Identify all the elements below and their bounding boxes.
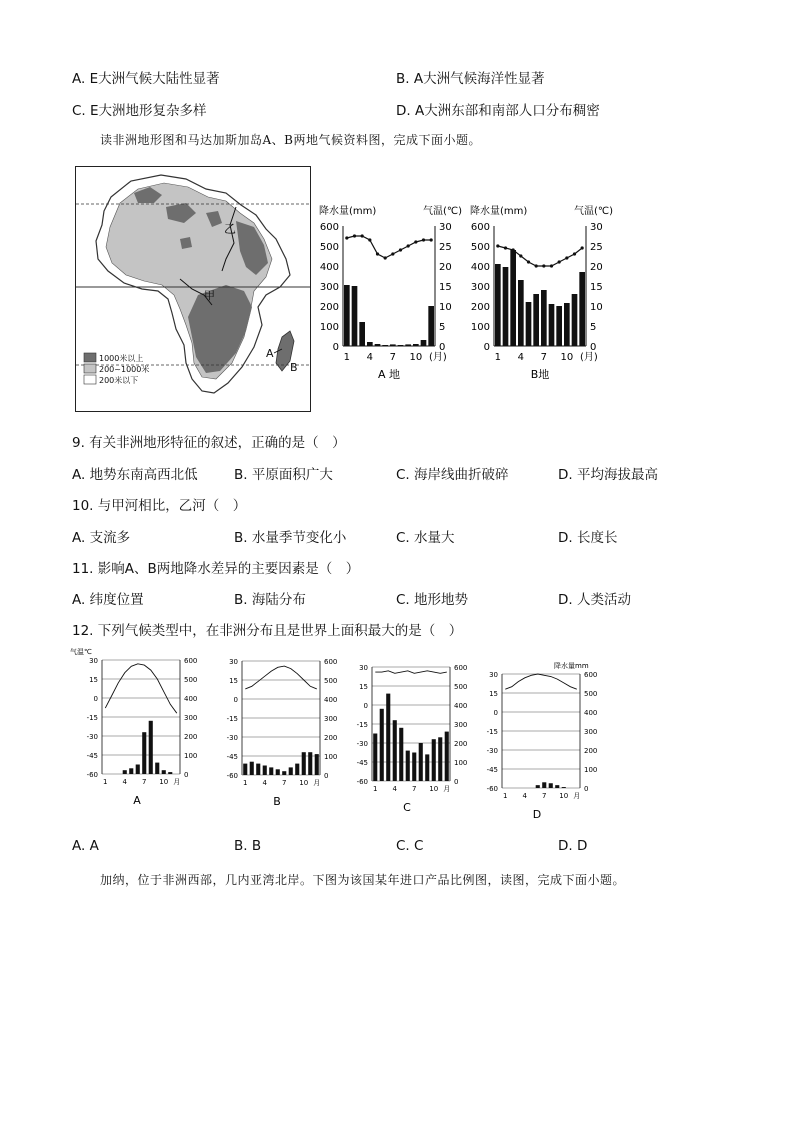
left-tick-label: 0 [93,695,98,703]
left-tick-label: 100 [319,322,339,333]
chart-caption: A [133,794,141,807]
q11-option-d[interactable]: D. 人类活动 [558,592,631,608]
q12-option-b[interactable]: B. B [234,838,262,854]
right-tick-label: 30 [590,222,603,233]
left-tick-label: -45 [356,759,368,767]
q11-option-c[interactable]: C. 地形地势 [396,592,469,608]
month-tick-label: 7 [412,785,417,793]
legend-low: 200米以下 [99,376,139,385]
precip-bar [518,280,524,346]
right-tick-label: 200 [584,747,598,755]
legend-mid: 200~1000米 [99,365,150,374]
precip-bar [256,764,260,775]
left-tick-label: -60 [86,771,98,779]
africa-terrain-map [75,166,311,412]
precip-bar [390,344,396,346]
q10-option-b[interactable]: B. 水量季节变化小 [234,530,347,546]
left-tick-label: 0 [332,342,339,353]
month-tick-label: 4 [262,779,267,787]
precip-bar [162,770,166,774]
precip-bar [382,345,388,346]
left-tick-label: -30 [226,734,238,742]
left-tick-label: 0 [233,696,238,704]
left-tick-label: 400 [470,262,490,273]
climate-chart-b [466,200,616,385]
right-tick-label: 400 [584,709,598,717]
precip-bar [282,771,286,775]
month-tick-label: 7 [142,778,147,786]
precip-bar [250,762,254,775]
precip-bar [129,768,133,774]
chart-caption: B [273,795,281,808]
right-tick-label: 0 [324,772,329,780]
precip-bar [375,344,381,346]
month-tick-label: 4 [122,778,127,786]
left-tick-label: 15 [359,683,368,691]
left-tick-label: 400 [319,262,339,273]
precip-bar [142,732,146,774]
left-tick-label: 600 [470,222,490,233]
precip-bar [315,754,319,775]
right-tick-label: 300 [454,721,468,729]
q12-option-d[interactable]: D. D [558,838,588,854]
month-tick-label: 10 [299,779,309,787]
right-tick-label: 300 [584,728,598,736]
left-tick-label: 30 [489,671,498,679]
precip-bar [308,752,312,775]
precip-bar [136,765,140,775]
left-tick-label: 500 [470,242,490,253]
month-tick-label: 10 [159,778,169,786]
precip-bar [393,720,397,781]
left-tick-label: -60 [356,778,368,786]
month-tick-label: 10 [409,352,423,363]
q9-option-c[interactable]: C. 海岸线曲折破碎 [396,467,509,483]
month-tick-label: 1 [343,352,351,363]
precip-bar [562,787,566,788]
left-tick-label: -15 [226,715,238,723]
precip-bar [503,267,509,346]
q11-option-b[interactable]: B. 海陆分布 [234,592,306,608]
intro-text-2: 加纳，位于非洲西部，几内亚湾北岸。下图为该国某年进口产品比例图，读图，完成下面小题。 [100,873,626,887]
precip-bar [564,303,570,346]
right-tick-label: 600 [184,657,198,665]
temp-line [375,671,447,674]
left-tick-label: 15 [89,676,98,684]
precip-axis-label: 降水量(mm) [470,206,528,217]
month-tick-label: 1 [103,778,108,786]
precip-bar [556,306,562,346]
precip-bar [413,344,419,346]
right-tick-label: 500 [324,677,338,685]
left-tick-label: -15 [86,714,98,722]
month-tick-label: 10 [559,792,569,800]
temp-line [347,236,431,258]
prev-option-a[interactable]: A. E大洲气候大陆性显著 [72,71,220,87]
right-tick-label: 0 [439,342,446,353]
precip-bar [406,751,410,781]
precip-bar [359,322,365,346]
question-11-stem: 11. 影响A、B两地降水差异的主要因素是（ ） [72,561,360,577]
precip-bar [302,752,306,775]
left-tick-label: 15 [489,690,498,698]
precip-bar [289,767,293,775]
month-tick-label: 10 [560,352,574,363]
small-chart-d [470,652,600,830]
small-chart-b [210,655,336,818]
label-a: A [266,347,274,360]
month-unit-label: (月) [580,352,598,363]
precip-bar [549,304,555,346]
right-tick-label: 25 [590,242,603,253]
precip-bar [295,764,299,775]
right-tick-label: 500 [454,683,468,691]
right-tick-label: 100 [584,766,598,774]
q12-option-c[interactable]: C. C [396,838,424,854]
precip-bar [536,785,540,788]
right-tick-label: 0 [454,778,459,786]
precip-bar [421,340,427,346]
prev-option-d[interactable]: D. A大洲东部和南部人口分布稠密 [396,103,600,119]
precip-bar [263,766,267,776]
precip-bar [399,728,403,781]
right-tick-label: 0 [590,342,597,353]
month-tick-label: 7 [542,792,547,800]
month-tick-label: 月 [173,778,181,786]
right-tick-label: 25 [439,242,452,253]
month-tick-label: 1 [243,779,248,787]
chart-caption: D [532,808,542,821]
q9-option-a[interactable]: A. 地势东南高西北低 [72,467,198,483]
month-tick-label: 4 [366,352,374,363]
precip-bar [352,286,358,346]
right-tick-label: 200 [454,740,468,748]
chart-caption: B地 [530,368,550,381]
temp-axis-label: 气温(℃) [574,206,614,217]
right-tick-label: 300 [184,714,198,722]
precip-bar [510,250,516,346]
month-tick-label: 7 [389,352,397,363]
precip-axis-label: 降水量(mm) [319,206,377,217]
left-tick-label: -30 [486,747,498,755]
precip-bar [438,737,442,781]
right-tick-label: 200 [324,734,338,742]
precip-bar [425,754,429,781]
left-tick-label: -30 [356,740,368,748]
right-tick-label: 200 [184,733,198,741]
q11-option-a[interactable]: A. 纬度位置 [72,592,144,608]
q9-option-d[interactable]: D. 平均海拔最高 [558,467,658,483]
temp-line [245,666,316,689]
left-tick-label: 30 [89,657,98,665]
month-tick-label: 4 [522,792,527,800]
temp-line [505,674,577,689]
left-tick-label: -45 [86,752,98,760]
right-tick-label: 20 [590,262,603,273]
month-tick-label: 月 [443,785,451,793]
left-tick-label: -45 [486,766,498,774]
right-tick-label: 10 [439,302,452,313]
chart-caption: A 地 [377,368,401,381]
legend-high: 1000米以上 [99,354,144,363]
precip-bar [269,767,273,775]
month-tick-label: 1 [494,352,502,363]
left-tick-label: 100 [470,322,490,333]
intro-text-1: 读非洲地形图和马达加斯加岛A、B两地气候资料图，完成下面小题。 [100,133,481,147]
left-tick-label: -60 [486,785,498,793]
precip-bar [168,772,172,774]
corner-label: 降水量mm [554,662,589,670]
small-chart-c [340,661,466,824]
month-tick-label: 4 [517,352,525,363]
left-tick-label: -45 [226,753,238,761]
left-tick-label: 600 [319,222,339,233]
precip-bar [405,344,411,346]
left-tick-label: -15 [486,728,498,736]
precip-bar [526,302,532,346]
right-tick-label: 100 [454,759,468,767]
right-tick-label: 5 [590,322,597,333]
right-tick-label: 30 [439,222,452,233]
precip-bar [123,770,127,774]
month-tick-label: 7 [282,779,287,787]
right-tick-label: 400 [324,696,338,704]
left-tick-label: 30 [229,658,238,666]
left-tick-label: -15 [356,721,368,729]
left-tick-label: 30 [359,664,368,672]
left-tick-label: 0 [483,342,490,353]
left-tick-label: 300 [470,282,490,293]
month-tick-label: 月 [573,792,581,800]
prev-option-c[interactable]: C. E大洲地形复杂多样 [72,103,207,119]
left-tick-label: 200 [319,302,339,313]
q10-option-a[interactable]: A. 支流多 [72,530,131,546]
label-yi: 乙 [224,222,237,236]
right-tick-label: 600 [324,658,338,666]
precip-bar [572,294,578,346]
precip-bar [155,763,159,774]
month-tick-label: 1 [373,785,378,793]
right-tick-label: 0 [184,771,189,779]
right-tick-label: 500 [184,676,198,684]
right-tick-label: 10 [590,302,603,313]
precip-bar [428,306,434,346]
right-tick-label: 15 [590,282,603,293]
precip-bar [533,294,539,346]
left-tick-label: 0 [493,709,498,717]
precip-bar [542,782,546,788]
small-chart-a [70,648,196,818]
right-tick-label: 300 [324,715,338,723]
precip-bar [579,272,585,346]
right-tick-label: 600 [454,664,468,672]
left-tick-label: 0 [363,702,368,710]
precip-bar [243,764,247,775]
temp-line [105,664,177,713]
precip-bar [541,290,547,346]
right-tick-label: 15 [439,282,452,293]
question-9-stem: 9. 有关非洲地形特征的叙述，正确的是（ ） [72,435,346,451]
right-tick-label: 0 [584,785,589,793]
right-tick-label: 400 [184,695,198,703]
q10-option-c[interactable]: C. 水量大 [396,530,455,546]
right-tick-label: 100 [184,752,198,760]
label-b: B [290,361,298,374]
precip-bar [149,721,153,774]
precip-bar [419,743,423,781]
month-tick-label: 7 [540,352,548,363]
question-12-stem: 12. 下列气候类型中，在非洲分布且是世界上面积最大的是（ ） [72,623,463,639]
month-tick-label: 10 [429,785,439,793]
right-tick-label: 400 [454,702,468,710]
right-tick-label: 600 [584,671,598,679]
right-tick-label: 100 [324,753,338,761]
prev-option-b[interactable]: B. A大洲气候海洋性显著 [396,71,545,87]
month-tick-label: 1 [503,792,508,800]
precip-bar [276,769,280,775]
left-tick-label: -60 [226,772,238,780]
temp-axis-label: 气温(℃) [423,206,463,217]
left-tick-label: 200 [470,302,490,313]
q10-option-d[interactable]: D. 长度长 [558,530,618,546]
chart-caption: C [403,801,411,814]
corner-label: 气温℃ [70,648,92,656]
month-unit-label: (月) [429,352,447,363]
q9-option-b[interactable]: B. 平原面积广大 [234,467,333,483]
precip-bar [555,785,559,788]
month-tick-label: 月 [313,779,321,787]
question-10-stem: 10. 与甲河相比，乙河（ ） [72,498,247,514]
africa-highland-west [180,237,192,249]
right-tick-label: 5 [439,322,446,333]
left-tick-label: 15 [229,677,238,685]
precip-bar [386,694,390,781]
left-tick-label: 300 [319,282,339,293]
label-jia: 甲 [204,289,215,302]
climate-chart-a [315,200,465,385]
precip-bar [432,739,436,781]
left-tick-label: -30 [86,733,98,741]
right-tick-label: 20 [439,262,452,273]
left-tick-label: 500 [319,242,339,253]
precip-bar [549,783,553,788]
precip-bar [367,342,373,346]
q12-option-a[interactable]: A. A [72,838,99,854]
precip-bar [373,734,377,782]
precip-bar [495,264,501,346]
precip-bar [412,753,416,782]
right-tick-label: 500 [584,690,598,698]
month-tick-label: 4 [392,785,397,793]
precip-bar [344,285,350,346]
precip-bar [380,709,384,781]
precip-bar [445,732,449,781]
precip-bar [398,345,404,346]
